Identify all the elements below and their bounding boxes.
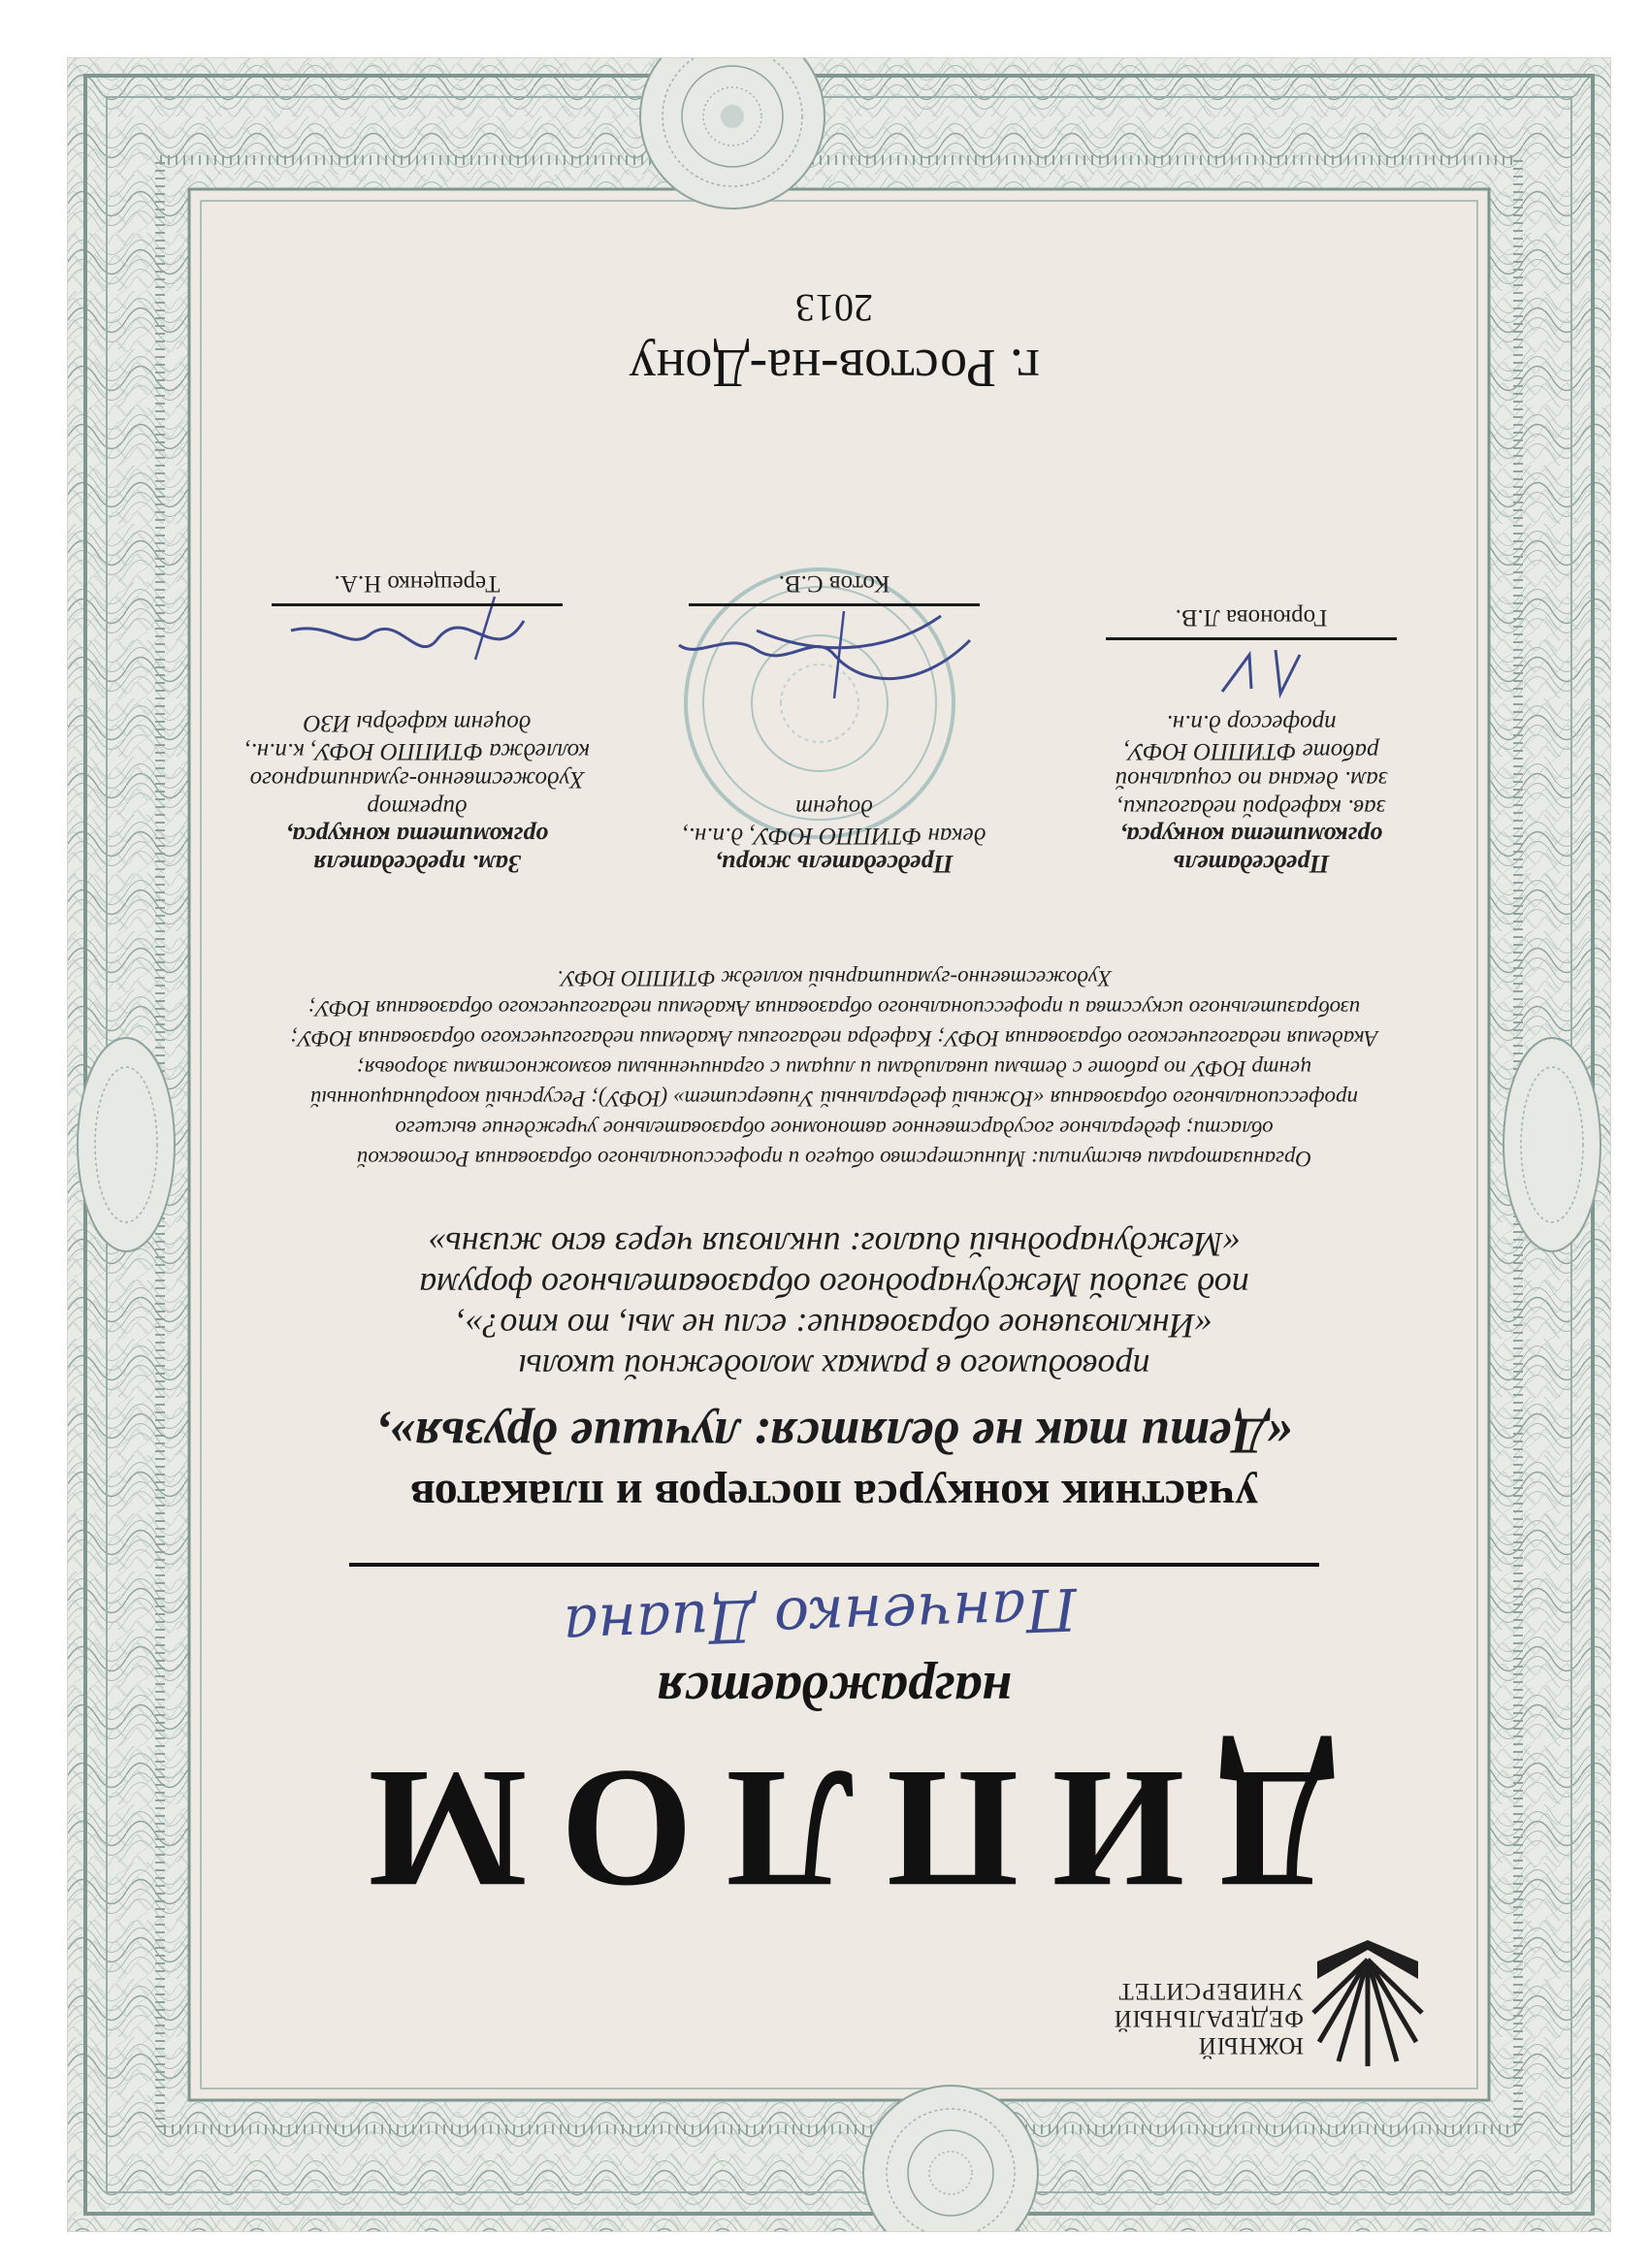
sunburst-icon [1310,1940,1426,2086]
signatory-detail-line: доцент [795,794,873,821]
signatory-name: Горюнова Л.В. [1175,604,1328,631]
signatory-detail-line: зам. декана по социальной [1115,766,1388,793]
signatory-chair [1057,709,1445,878]
signatory-detail-line: декан ФТИППО ЮФУ, д.п.н., [682,823,986,849]
participant-caption: участник конкурса постеров и плакатов [409,1471,1259,1522]
issue-year: 2013 [795,286,873,330]
organizers-line: области; федеральное государственное автономное образовательное учреждение высшего [395,1117,1274,1141]
signatory-name: Терещенко Н.А. [334,570,501,597]
signatory-detail-line: директор [367,794,468,821]
signatory-detail-line: профессор д.п.н. [1166,710,1337,736]
signature-goryunova [1164,635,1319,703]
university-name-line: ЮЖНЫЙ [1197,2032,1304,2058]
awarded-caption: награждается [656,1661,1013,1721]
recipient-handwritten-name: Панченко Диана [562,1573,1079,1661]
diploma-title: ДИПЛОМ [333,1734,1336,1924]
university-name-line: ФЕДЕРАЛЬНЫЙ [1113,2005,1304,2031]
signature-kotov [669,601,980,708]
signatory-name: Котов С.В. [778,570,890,597]
organizers-line: Организаторами выступили: Министерство общего и профессионального образования Ростовской [356,1147,1312,1171]
organizers-line: центр ЮФУ по работе с детьми инвалидами и лицами с ограниченными возможностями здоровья; [356,1056,1312,1081]
diploma-content-rotated [204,204,1465,2105]
contest-title: «Дети так не делятся: лучшие друзья», [375,1408,1293,1464]
signatory-jury-chair [640,794,1028,878]
organizers-line: Художественно-гуманитарный колледж ФТИППО ЮФУ. [557,966,1112,990]
recipient-underline [349,1563,1319,1567]
organizers-line: Академия педагогического образования ЮФУ; Кафедра педагогики Академии педагогического образования ЮФУ; [290,1026,1378,1051]
organizers-line: изобразительного искусства и профессионального образования Академии педагогического образования ЮФУ; [307,996,1361,1021]
signatory-detail-line: зав. кафедрой педагогики, [1116,794,1386,821]
event-description-line: «Инклюзивное образование: если не мы, то кто?», [456,1307,1212,1345]
university-name-line: УНИВЕРСИТЕТ [1117,1978,1304,2004]
signatory-detail-line: работе ФТИППО ЮФУ, [1123,738,1379,764]
signatory-role-line: оргкомитета конкурса, [1119,822,1383,850]
diploma-sheet [68,58,1610,2231]
university-logo [1106,1940,1426,2086]
signatory-detail-line: Художественно-гуманитарного [249,766,585,793]
signatory-detail-line: колледжа ФТИППО ЮФУ, к.п.н., [244,738,590,764]
event-description-line: под эгидой Международного образовательного форума [419,1266,1249,1305]
event-description-line: проводимого в рамках молодежной школы [518,1347,1150,1386]
issue-city: г. Ростов-на-Дону [629,338,1040,398]
signature-line [689,603,980,606]
rosette-left [78,1038,175,1251]
signatory-detail-line: доцент кафедры ИЗО [303,710,532,736]
signatory-role-line: Председатель жюри, [715,850,954,878]
event-description-line: «Международный диалог: инклюзия через всю жизнь» [428,1225,1241,1264]
signatory-role-line: Зам. председателя [313,850,521,878]
signature-line [272,603,563,606]
signatory-deputy-chair [223,709,611,878]
signature-line [1106,637,1397,640]
signatory-role-line: Председатель [1173,850,1330,878]
rosette-right [1504,1038,1600,1251]
organizers-line: профессионального образования «Южный федеральный Университет» (ЮФУ); Ресурсный координационный [310,1086,1358,1111]
signatory-role-line: оргкомитета конкурса, [285,822,549,850]
